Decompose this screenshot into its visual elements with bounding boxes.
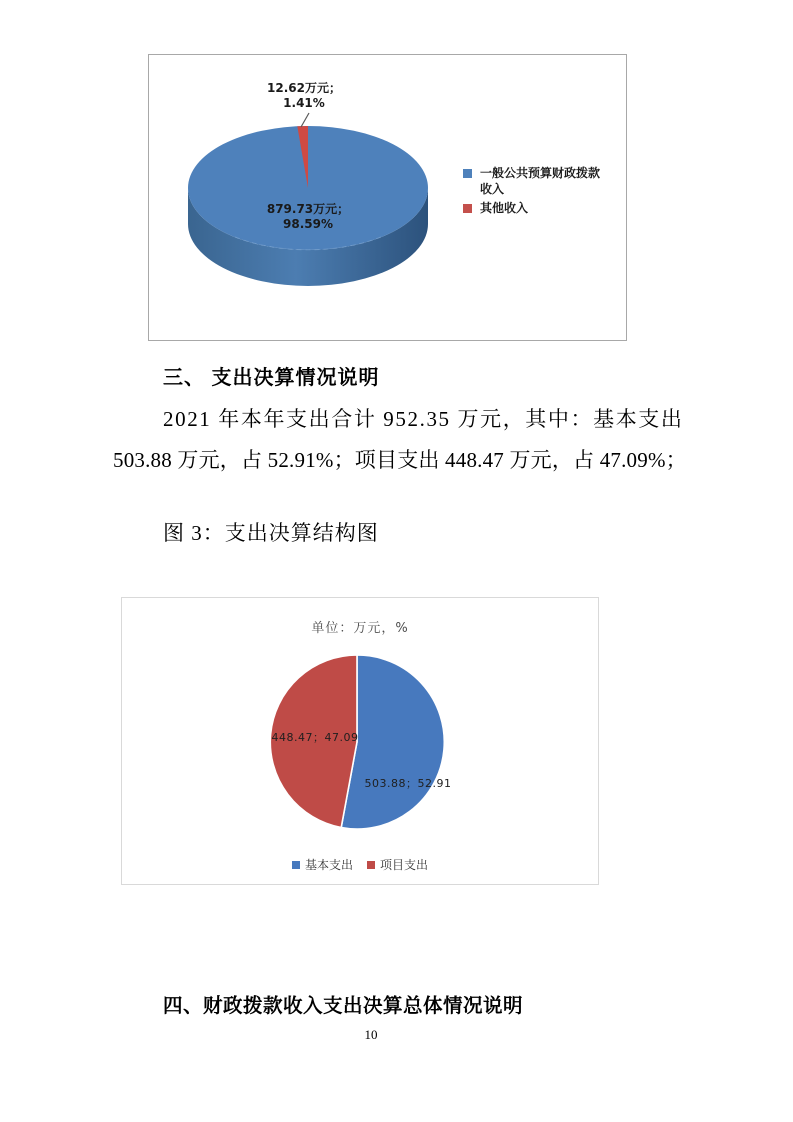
legend-label-line1: 一般公共预算财政拨款 xyxy=(480,166,601,180)
legend-label-general-budget xyxy=(480,165,600,197)
expenditure-pie-chart xyxy=(121,597,599,885)
section3-paragraph-line1: 2021 年本年支出合计 952.35 万元，其中：基本支出 xyxy=(163,407,684,431)
legend-item-general-budget xyxy=(463,165,623,197)
data-label-main-value: 879.73万元； xyxy=(266,202,350,216)
legend-swatch-red-icon xyxy=(463,204,472,213)
figure3-caption: 图 3：支出决算结构图 xyxy=(163,521,379,545)
income-pie-legend xyxy=(463,165,623,219)
section4-heading: 四、财政拨款收入支出决算总体情况说明 xyxy=(163,995,524,1017)
expenditure-pie-legend xyxy=(122,856,598,873)
section3-heading: 三、 支出决算情况说明 xyxy=(163,367,380,389)
legend-label-project-expenditure: 项目支出 xyxy=(380,858,429,872)
data-label-other-value: 12.62万元； xyxy=(267,81,341,95)
data-label-other-income xyxy=(239,81,369,111)
legend-swatch-blue-icon xyxy=(292,861,300,869)
legend-label-other-income: 其他收入 xyxy=(480,201,529,215)
legend-label-basic-expenditure: 基本支出 xyxy=(304,858,353,872)
legend-swatch-blue-icon xyxy=(463,169,472,178)
legend-item-basic-expenditure xyxy=(292,856,353,873)
legend-label-line2: 收入 xyxy=(480,182,505,196)
data-label-other-percent: 1.41% xyxy=(283,96,325,110)
chart2-title: 单位：万元，% xyxy=(311,621,409,636)
data-label-main-income xyxy=(243,202,373,232)
legend-item-project-expenditure xyxy=(367,856,428,873)
income-pie-chart xyxy=(148,54,627,341)
label-leader-line xyxy=(301,113,309,127)
data-label-basic-expenditure: 503.88；52.91 xyxy=(364,777,452,790)
section3-paragraph-line2: 503.88 万元，占 52.91%；项目支出 448.47 万元，占 47.09%； xyxy=(113,448,687,472)
page-number: 10 xyxy=(364,1027,378,1042)
legend-item-other-income xyxy=(463,200,623,216)
legend-swatch-red-icon xyxy=(367,861,375,869)
data-label-main-percent: 98.59% xyxy=(283,217,333,231)
data-label-project-expenditure: 448.47；47.09 xyxy=(271,731,359,744)
